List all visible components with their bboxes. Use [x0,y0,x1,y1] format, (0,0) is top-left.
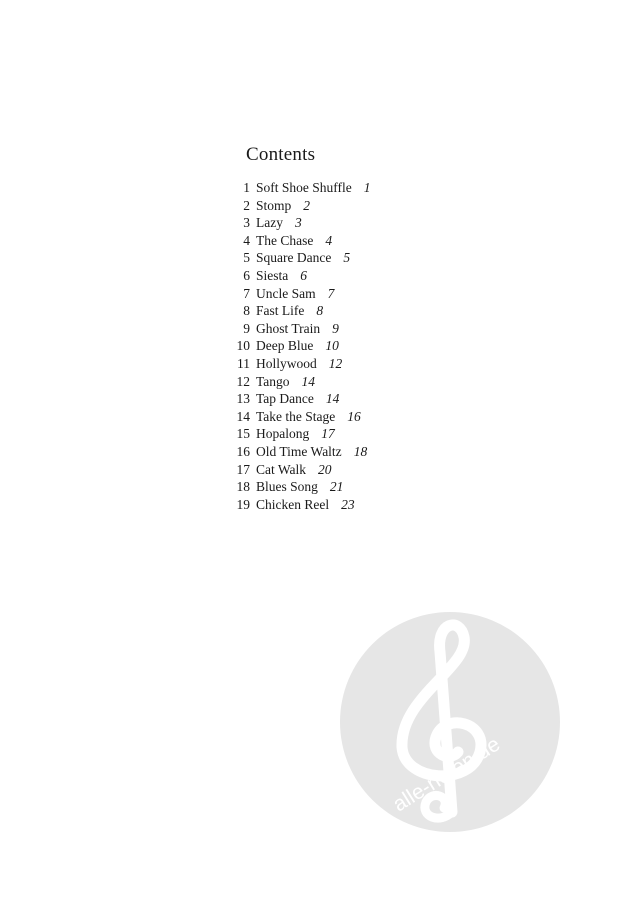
entry-title: Tap Dance [256,391,314,407]
entry-page-number: 5 [343,250,351,266]
entry-page-number: 20 [318,461,332,477]
entry-page-number: 6 [300,267,307,283]
entry-page-number: 16 [347,408,361,424]
entry-title: Tango [256,373,290,389]
entry-number: 17 [236,461,250,477]
contents-entry [230,179,371,197]
entry-number: 6 [243,267,250,283]
entry-number: 7 [243,285,250,301]
entry-number: 4 [243,232,250,248]
entry-page-number: 9 [332,320,339,336]
contents-entry [230,214,371,232]
entry-number: 15 [236,426,250,442]
contents-entry [230,373,371,391]
entry-number: 14 [236,408,250,424]
contents-entry [230,461,371,479]
contents-entry [230,267,371,285]
entry-number: 9 [243,320,250,336]
entry-page-number: 12 [328,355,343,371]
contents-entry [230,320,371,338]
entry-number: 19 [236,496,250,512]
entry-page-number: 7 [327,285,335,301]
entry-number: 3 [243,215,250,231]
entry-title: Square Dance [256,250,332,266]
entry-title: Hopalong [256,426,310,442]
entry-number: 16 [236,443,250,459]
contents-entry [230,232,371,250]
contents-entry [230,478,371,496]
entry-title: Ghost Train [256,320,321,336]
entry-title: Deep Blue [256,338,314,354]
entry-number: 5 [243,250,250,266]
entry-title: Blues Song [256,479,318,495]
entry-title: Take the Stage [256,408,336,424]
entry-page-number: 21 [329,479,344,495]
contents-entry [230,425,371,443]
entry-page-number: 4 [325,232,333,248]
entry-number: 12 [236,373,250,389]
entry-number: 13 [236,391,250,407]
entry-page-number: 23 [341,496,355,512]
contents-entry [230,302,371,320]
entry-page-number: 2 [303,197,311,213]
entry-title: Siesta [256,267,289,283]
entry-title: Chicken Reel [256,496,330,512]
contents-entry [230,285,371,303]
entry-title: Hollywood [256,355,317,371]
entry-title: Fast Life [256,303,305,319]
entry-title: Cat Walk [256,461,307,477]
contents-entry [230,249,371,267]
entry-title: The Chase [256,232,314,248]
entry-title: Uncle Sam [256,285,316,301]
entry-number: 2 [243,197,250,213]
contents-entry [230,197,371,215]
entry-number: 11 [237,355,250,371]
entry-title: Stomp [256,197,292,213]
entry-title: Soft Shoe Shuffle [256,180,352,195]
contents-list [230,179,371,513]
entry-title: Lazy [256,215,283,231]
watermark-logo [340,612,560,832]
entry-title: Old Time Waltz [256,443,342,459]
entry-page-number: 3 [294,215,302,231]
contents-entry [230,408,371,426]
entry-number: 18 [236,479,250,495]
entry-number: 1 [243,180,250,195]
entry-page-number: 14 [301,373,316,389]
contents-title: Contents [246,144,316,165]
contents-entry [230,443,371,461]
contents-entry [230,337,371,355]
contents-entry [230,496,371,514]
entry-page-number: 8 [316,303,324,319]
entry-page-number: 1 [363,180,371,195]
contents-entry [230,390,371,408]
contents-entry [230,355,371,373]
entry-page-number: 18 [353,443,368,459]
entry-number: 10 [236,338,250,354]
entry-page-number: 10 [325,338,339,354]
entry-page-number: 17 [321,426,335,442]
entry-page-number: 14 [325,391,340,407]
entry-number: 8 [243,303,250,319]
watermark-text: alle-noten.de [388,732,505,817]
